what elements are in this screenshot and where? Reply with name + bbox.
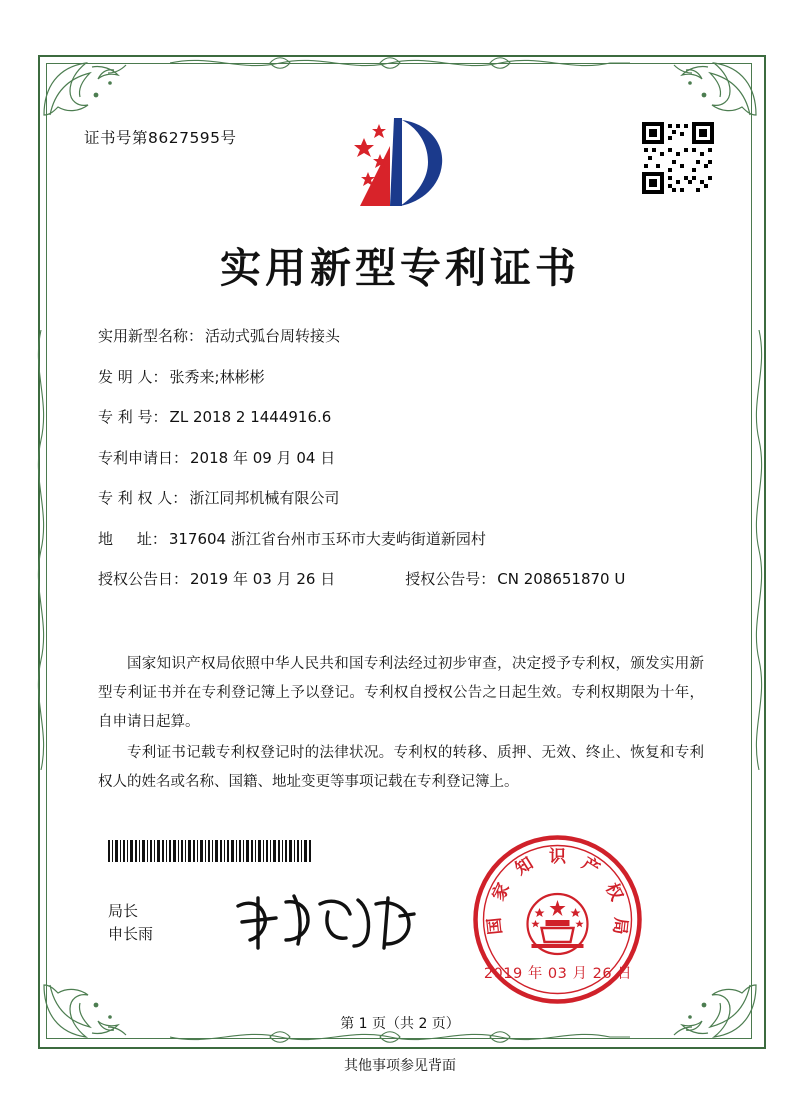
field-label: 专利申请日： <box>98 448 189 467</box>
certificate-number: 证书号第8627595号 <box>84 129 237 147</box>
field-row-application-date <box>98 449 702 467</box>
field-label: 专 利 权 人： <box>98 489 188 507</box>
svg-text:知: 知 <box>511 853 537 880</box>
field-value: 2018 年 09 月 04 日 <box>190 448 336 467</box>
director-name: 申长雨 <box>108 925 154 944</box>
signature-block <box>108 900 153 947</box>
field-list <box>98 327 702 611</box>
field-row-name <box>98 327 702 345</box>
svg-text:产: 产 <box>578 853 604 880</box>
svg-text:国: 国 <box>484 916 507 936</box>
barcode-icon <box>108 840 313 862</box>
seal-date: 2019 年 03 月 26 日 <box>483 966 633 982</box>
page-number: 第 1 页（共 2 页） <box>340 1016 460 1032</box>
field-value: 浙江同邦机械有限公司 <box>189 489 340 507</box>
field-value: 张秀来;林彬彬 <box>169 367 265 386</box>
grant-date-value: 2019 年 03 月 26 日 <box>190 570 336 588</box>
field-row-patent-number <box>98 408 702 426</box>
field-row-address <box>98 530 702 548</box>
handwritten-signature-icon <box>228 888 428 958</box>
top-border-ornament-icon <box>170 52 630 74</box>
svg-text:局: 局 <box>608 916 631 936</box>
qr-code-icon <box>640 120 716 196</box>
footer-note: 其他事项参见背面 <box>344 1058 456 1074</box>
svg-text:权: 权 <box>600 880 627 905</box>
field-label: 实用新型名称： <box>98 327 204 345</box>
cnipa-logo-icon <box>346 110 456 218</box>
field-row-inventor <box>98 368 702 386</box>
field-row-grant <box>98 570 702 588</box>
body-text <box>98 650 704 799</box>
paragraph-2: 专利证书记载专利权登记时的法律状况。专利权的转移、质押、无效、终止、恢复和专利权人的姓名或名称、国籍、地址变更等事项记载在专利登记簿上。 <box>98 745 704 790</box>
paragraph-1: 国家知识产权局依照中华人民共和国专利法经过初步审查，决定授予专利权，颁发实用新型专利证书并在专利登记簿上予以登记。专利权自授权公告之日起生效。专利权期限为十年，自申请日起算。 <box>98 656 704 730</box>
field-label: 专 利 号： <box>98 408 168 426</box>
right-border-ornament-icon <box>748 330 770 770</box>
page-title: 实用新型专利证书 <box>220 244 580 292</box>
field-label: 发 明 人： <box>98 367 168 386</box>
field-label: 地 址： <box>98 529 167 548</box>
svg-text:识: 识 <box>549 847 566 867</box>
svg-text:家: 家 <box>488 880 515 905</box>
grant-number-value: CN 208651870 U <box>497 570 626 588</box>
grant-number-label: 授权公告号： <box>405 570 496 588</box>
field-value: 317604 浙江省台州市玉环市大麦屿街道新园村 <box>168 529 486 548</box>
field-value: 活动式弧台周转接头 <box>205 327 341 345</box>
grant-date-label: 授权公告日： <box>98 570 189 588</box>
field-value: ZL 2018 2 1444916.6 <box>169 408 332 426</box>
director-title: 局长 <box>108 902 139 920</box>
left-border-ornament-icon <box>30 330 52 770</box>
field-row-patentee <box>98 489 702 507</box>
